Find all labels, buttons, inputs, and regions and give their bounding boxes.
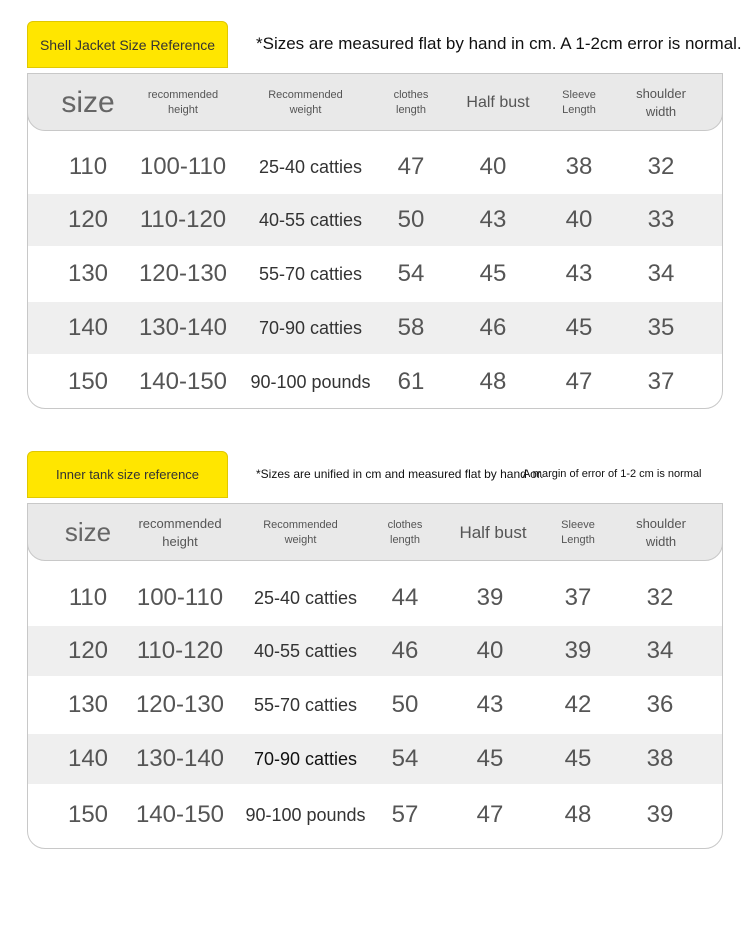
table-row — [28, 676, 722, 734]
table-header — [27, 73, 723, 131]
cell-sleeve: 37 — [564, 584, 592, 611]
cell-size: 140 — [67, 745, 109, 772]
cell-height: 120-130 — [138, 260, 228, 287]
cell-length: 57 — [391, 801, 419, 828]
table-row — [28, 626, 722, 676]
cell-height: 130-140 — [135, 745, 225, 772]
cell-sleeve: 48 — [564, 801, 592, 828]
cell-size: 140 — [67, 314, 109, 341]
cell-height: 100-110 — [136, 584, 224, 611]
cell-shoulder: 32 — [646, 584, 674, 611]
header-length: clothes length — [387, 519, 423, 546]
cell-height: 110-120 — [136, 637, 224, 664]
cell-weight: 55-70 catties — [253, 694, 358, 715]
cell-length: 47 — [397, 153, 425, 180]
cell-weight: 90-100 pounds — [250, 371, 371, 392]
cell-bust: 45 — [476, 745, 504, 772]
cell-length: 58 — [397, 314, 425, 341]
table-row — [28, 194, 722, 246]
cell-bust: 39 — [476, 584, 504, 611]
cell-shoulder: 37 — [647, 368, 675, 395]
table-row — [28, 246, 722, 302]
cell-sleeve: 47 — [565, 368, 593, 395]
header-shoulder: shoulder width — [636, 86, 686, 119]
cell-shoulder: 35 — [647, 314, 675, 341]
cell-sleeve: 42 — [564, 691, 592, 718]
cell-sleeve: 45 — [564, 745, 592, 772]
error-margin-note: A margin of error of 1-2 cm is normal — [523, 468, 702, 480]
cell-size: 130 — [67, 260, 109, 287]
cell-shoulder: 34 — [647, 260, 675, 287]
header-bust: Half bust — [459, 522, 527, 542]
cell-bust: 43 — [479, 206, 507, 233]
inner-tank-tab — [27, 451, 228, 498]
header-weight: Recommended weight — [268, 89, 343, 116]
cell-weight: 90-100 pounds — [245, 804, 366, 825]
cell-length: 54 — [391, 745, 419, 772]
cell-weight: 40-55 catties — [253, 640, 358, 661]
header-size: size — [61, 85, 115, 119]
cell-sleeve: 45 — [565, 314, 593, 341]
table-row — [28, 784, 722, 846]
measurement-note: *Sizes are measured flat by hand in cm. A 1-2cm error is normal. — [256, 34, 742, 53]
cell-shoulder: 33 — [647, 206, 675, 233]
header-height: recommended height — [138, 516, 222, 549]
inner-tank-section — [27, 451, 723, 849]
cell-weight: 55-70 catties — [258, 263, 363, 284]
cell-size: 150 — [67, 368, 109, 395]
cell-size: 130 — [67, 691, 109, 718]
cell-bust: 46 — [479, 314, 507, 341]
tab-label: Shell Jacket Size Reference — [39, 36, 216, 53]
cell-bust: 48 — [479, 368, 507, 395]
table-row — [28, 140, 722, 194]
cell-shoulder: 34 — [646, 637, 674, 664]
shell-jacket-section — [27, 21, 742, 409]
cell-length: 44 — [391, 584, 419, 611]
table-row — [28, 734, 722, 784]
table-row — [28, 302, 722, 354]
cell-length: 50 — [397, 206, 425, 233]
shell-jacket-tab — [27, 21, 228, 68]
cell-weight: 40-55 catties — [258, 209, 363, 230]
cell-sleeve: 40 — [565, 206, 593, 233]
measurement-note: *Sizes are unified in cm and measured flat by hand or. — [256, 467, 544, 481]
cell-weight: 25-40 catties — [258, 156, 363, 177]
size-table — [27, 73, 723, 409]
cell-length: 46 — [391, 637, 419, 664]
cell-size: 120 — [67, 637, 109, 664]
tab-label: Inner tank size reference — [55, 467, 200, 482]
header-shoulder: shoulder width — [636, 516, 686, 549]
cell-size: 110 — [68, 153, 108, 180]
cell-length: 50 — [391, 691, 419, 718]
cell-bust: 45 — [479, 260, 507, 287]
cell-length: 61 — [397, 368, 425, 395]
cell-height: 120-130 — [135, 691, 225, 718]
header-length: clothes length — [393, 89, 429, 116]
cell-weight: 25-40 catties — [253, 587, 358, 608]
header-weight: Recommended weight — [263, 519, 338, 546]
cell-sleeve: 43 — [565, 260, 593, 287]
cell-shoulder: 39 — [646, 801, 674, 828]
table-row — [28, 354, 722, 409]
cell-size: 110 — [68, 584, 108, 611]
cell-size: 150 — [67, 801, 109, 828]
cell-bust: 40 — [479, 153, 507, 180]
cell-length: 54 — [397, 260, 425, 287]
cell-bust: 47 — [476, 801, 504, 828]
cell-shoulder: 32 — [647, 153, 675, 180]
header-bust: Half bust — [466, 94, 530, 112]
cell-weight: 70-90 catties — [253, 748, 358, 769]
cell-height: 130-140 — [138, 314, 228, 341]
size-table — [27, 503, 723, 849]
cell-bust: 40 — [476, 637, 504, 664]
header-size: size — [64, 517, 112, 548]
cell-height: 110-120 — [139, 206, 227, 233]
cell-bust: 43 — [476, 691, 504, 718]
cell-sleeve: 38 — [565, 153, 593, 180]
header-height: recommended height — [147, 89, 219, 116]
header-sleeve: Sleeve Length — [562, 89, 596, 116]
cell-size: 120 — [67, 206, 109, 233]
cell-weight: 70-90 catties — [258, 317, 363, 338]
cell-height: 100-110 — [139, 153, 227, 180]
table-row — [28, 570, 722, 626]
cell-sleeve: 39 — [564, 637, 592, 664]
cell-shoulder: 38 — [646, 745, 674, 772]
header-sleeve: Sleeve Length — [561, 519, 595, 546]
table-header — [27, 503, 723, 561]
cell-height: 140-150 — [135, 801, 225, 828]
cell-shoulder: 36 — [646, 691, 674, 718]
cell-height: 140-150 — [138, 368, 228, 395]
